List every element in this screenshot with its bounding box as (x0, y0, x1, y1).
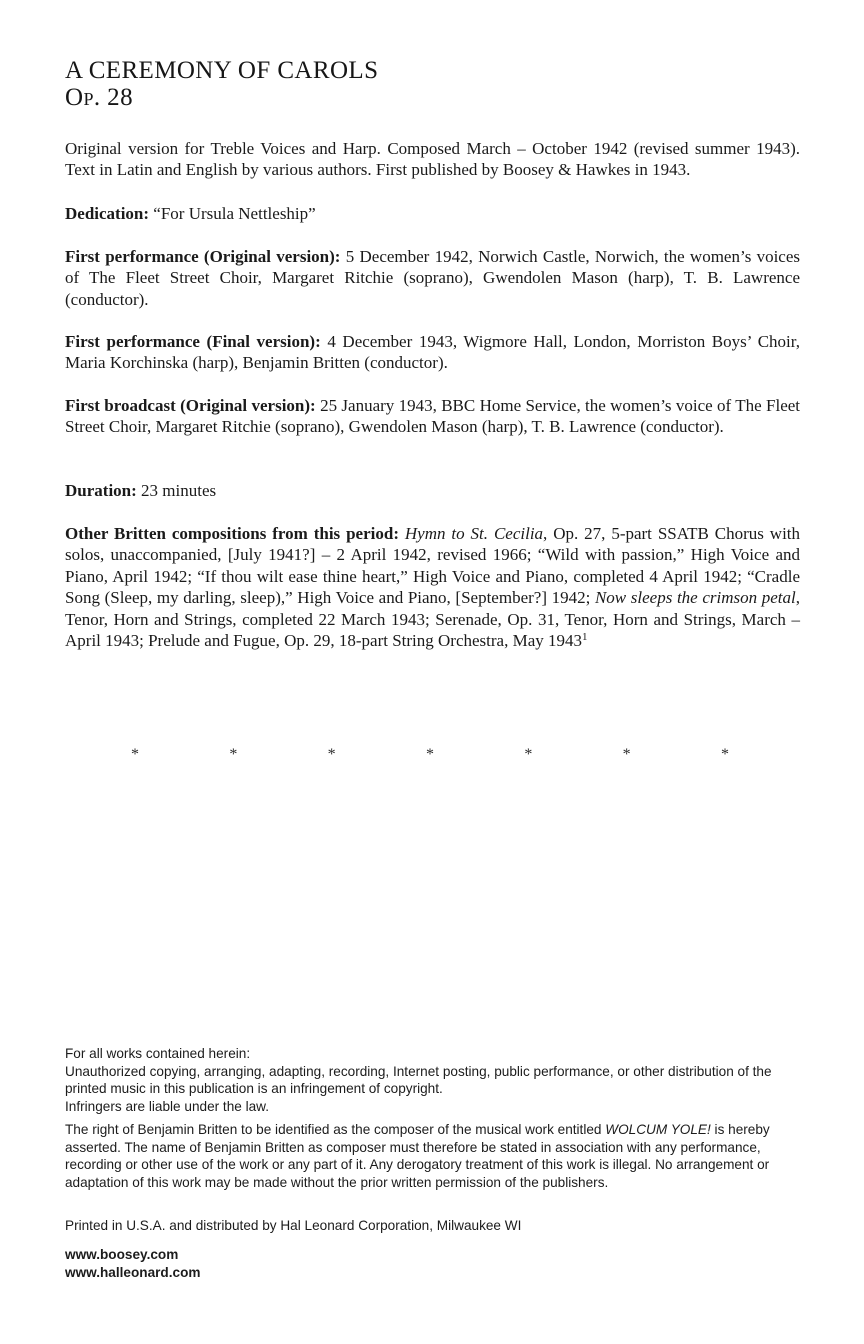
asterisk-glyph: * (524, 746, 533, 763)
copyright-notice-line-2: Unauthorized copying, arranging, adapting, recording, Internet posting, public performance, or other distribution of the printed music in this publication is an infringement of copyright. (65, 1063, 772, 1097)
first-performance-final-paragraph (65, 331, 800, 374)
asterisk-glyph: * (720, 746, 729, 763)
asterisk-glyph: * (622, 746, 631, 763)
asterisk-glyph: * (131, 746, 139, 763)
duration-label: Duration: (65, 481, 137, 500)
opus-number: Op. 28 (65, 84, 133, 111)
duration-text: 23 minutes (141, 481, 217, 500)
printed-distribution-line: Printed in U.S.A. and distributed by Hal Leonard Corporation, Milwaukee WI (65, 1218, 522, 1233)
moral-rights-notice-paragraph (65, 1121, 800, 1191)
footnote-marker: 1 (582, 631, 588, 644)
first-broadcast-label: First broadcast (Original version): (65, 396, 316, 415)
asterisk-glyph: * (229, 746, 238, 763)
boosey-url: www.boosey.com (65, 1247, 179, 1262)
halleonard-url: www.halleonard.com (65, 1264, 201, 1280)
first-performance-final-text: 4 December 1943, Wigmore Hall, London, Morriston Boys’ Choir, Maria Korchinska (harp), Benjamin Britten (conductor). (65, 332, 801, 373)
other-compositions-paragraph (65, 523, 800, 651)
publisher-urls-block (65, 1246, 800, 1281)
first-performance-original-text: 5 December 1942, Norwich Castle, Norwich, the women’s voices of The Fleet Street Choir, Margaret Ritchie (soprano), Gwendolen Mason (harp), T. B. Lawrence (conductor). (65, 247, 801, 309)
moral-rights-post: is hereby asserted. The name of Benjamin Britten as composer must therefore be stated in association with any performance, recording or other use of the work or any part of it. Any derogatory treatment of this work is illegal. No arrangement or adaptation of this work may be made without the prior written permission of the publishers. (65, 1122, 770, 1190)
other-compositions-text-1: , Op. 27, 5-part SSATB Chorus with solos, unaccompanied, [July 1941?] – 2 April 1942, revised 1966; “Wild with passion,” High Voice and Piano, April 1942; “If thou wilt ease thine heart,” High Voice and Piano, completed 4 April 1942; “Cradle Song (Sleep, my darling, sleep),” High Voice and Piano, [September?] 1942; (65, 524, 801, 608)
other-compositions-work-1: Hymn to St. Cecilia (404, 524, 544, 543)
title-block (65, 57, 800, 111)
duration-paragraph (65, 480, 800, 501)
first-broadcast-text: 25 January 1943, BBC Home Service, the women’s voice of The Fleet Street Choir, Margaret Ritchie (soprano), Gwendolen Mason (harp), T. B. Lawrence (conductor). (65, 396, 801, 437)
first-performance-original-paragraph (65, 246, 800, 310)
dedication-paragraph (65, 203, 800, 224)
other-compositions-text-2: , Tenor, Horn and Strings, completed 22 March 1943; Serenade, Op. 31, Tenor, Horn and Strings, March – April 1943; Prelude and Fugue, Op. 29, 18-part String Orchestra, May 1943 (65, 588, 800, 651)
dedication-label: Dedication: (65, 204, 150, 223)
asterisk-separator-row (131, 746, 729, 764)
first-performance-final-label: First performance (Final version): (65, 332, 321, 351)
copyright-notice-block (65, 1045, 800, 1115)
work-title: A CEREMONY OF CAROLS (65, 57, 379, 84)
first-broadcast-paragraph (65, 395, 800, 438)
moral-rights-pre: The right of Benjamin Britten to be identified as the composer of the musical work entitled (65, 1122, 606, 1137)
asterisk-glyph: * (425, 746, 434, 763)
asterisk-glyph: * (327, 746, 336, 763)
other-compositions-label: Other Britten compositions from this period: (65, 524, 399, 543)
intro-text: Original version for Treble Voices and Harp. Composed March – October 1942 (revised summer 1943). Text in Latin and English by various authors. First published by Boosey & Hawkes in 1943. (65, 139, 800, 180)
dedication-text: “For Ursula Nettleship” (153, 204, 316, 223)
moral-rights-work-title: WOLCUM YOLE! (605, 1122, 711, 1137)
copyright-notice-line-3: Infringers are liable under the law. (65, 1098, 270, 1114)
intro-paragraph (65, 138, 800, 181)
first-performance-original-label: First performance (Original version): (65, 247, 341, 266)
copyright-notice-line-1: For all works contained herein: (65, 1046, 251, 1061)
other-compositions-work-2: Now sleeps the crimson petal (594, 588, 796, 608)
